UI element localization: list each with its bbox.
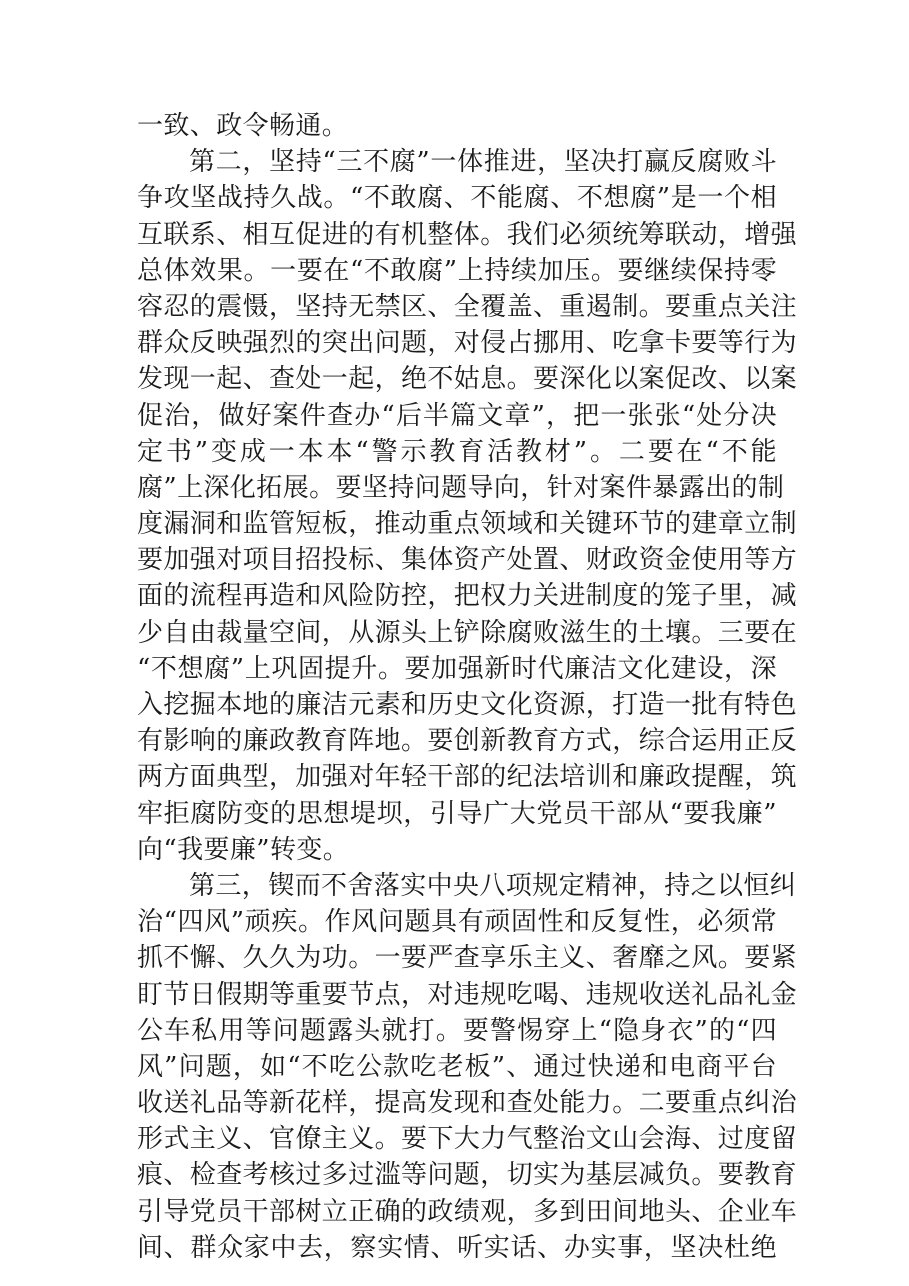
text-line: 牢拒腐防变的思想堤坝，引导广大党员干部从“要我廉” — [137, 798, 777, 829]
text-line: 容忍的震慑，坚持无禁区、全覆盖、重遏制。要重点关注 — [137, 291, 798, 322]
text-line: 收送礼品等新花样，提高发现和查处能力。二要重点纠治 — [137, 1088, 798, 1119]
text-line: 入挖掘本地的廉洁元素和历史文化资源，打造一批有特色 — [137, 690, 798, 720]
text-line: 定书”变成一本本“警示教育活教材”。二要在“不能 — [137, 436, 777, 467]
text-line: 少自由裁量空间，从源头上铲除腐败滋生的土壤。三要在 — [137, 617, 798, 648]
text-line: 要加强对项目招投标、集体资产处置、财政资金使用等方 — [137, 545, 798, 576]
text-line: 互联系、相互促进的有机整体。我们必须统筹联动，增强 — [137, 219, 798, 250]
text-line: “不想腐”上巩固提升。要加强新时代廉洁文化建设，深 — [137, 653, 777, 684]
text-line: 治“四风”顽疾。作风问题具有顽固性和反复性，必须常 — [137, 907, 777, 938]
text-line: 度漏洞和监管短板，推动重点领域和关键环节的建章立制 — [137, 509, 798, 540]
text-line: 形式主义、官僚主义。要下大力气整治文山会海、过度留 — [137, 1124, 798, 1155]
text-line: 公车私用等问题露头就打。要警惕穿上“隐身衣”的“四 — [137, 1015, 777, 1046]
text-line: 两方面典型，加强对年轻干部的纪法培训和廉政提醒，筑 — [137, 762, 798, 793]
text-line: 面的流程再造和风险防控，把权力关进制度的笼子里，减 — [137, 581, 798, 612]
text-line: 有影响的廉政教育阵地。要创新教育方式，综合运用正反 — [137, 726, 798, 757]
paragraph-start-line: 第二，坚持“三不腐”一体推进，坚决打赢反腐败斗 — [189, 147, 777, 178]
text-line: 痕、检查考核过多过滥等问题，切实为基层减负。要教育 — [137, 1160, 798, 1191]
paragraph-start-line: 第三，锲而不舍落实中央八项规定精神，持之以恒纠 — [189, 870, 797, 901]
text-line: 引导党员干部树立正确的政绩观，多到田间地头、企业车 — [137, 1196, 798, 1227]
text-line: 一致、政令畅通。 — [137, 111, 349, 141]
text-line: 盯节日假期等重要节点，对违规吃喝、违规收送礼品礼金 — [137, 979, 798, 1010]
text-line: 抓不懈、久久为功。一要严查享乐主义、奢靡之风。要紧 — [137, 943, 798, 974]
text-line: 风”问题，如“不吃公款吃老板”、通过快递和电商平台 — [137, 1051, 777, 1082]
text-line: 发现一起、查处一起，绝不姑息。要深化以案促改、以案 — [137, 364, 798, 395]
body-text — [137, 108, 798, 1266]
text-line: 总体效果。一要在“不敢腐”上持续加压。要继续保持零 — [137, 255, 777, 286]
text-line: 间、群众家中去，察实情、听实话、办实事，坚决杜绝 — [137, 1232, 777, 1263]
text-line: 腐”上深化拓展。要坚持问题导向，针对案件暴露出的制 — [137, 472, 785, 503]
text-line: 争攻坚战持久战。“不敢腐、不能腐、不想腐”是一个相 — [137, 183, 777, 214]
text-line: 群众反映强烈的突出问题，对侵占挪用、吃拿卡要等行为 — [137, 328, 798, 359]
text-line: 向“我要廉”转变。 — [137, 834, 350, 865]
text-line: 促治，做好案件查办“后半篇文章”，把一张张“处分决 — [137, 400, 777, 431]
